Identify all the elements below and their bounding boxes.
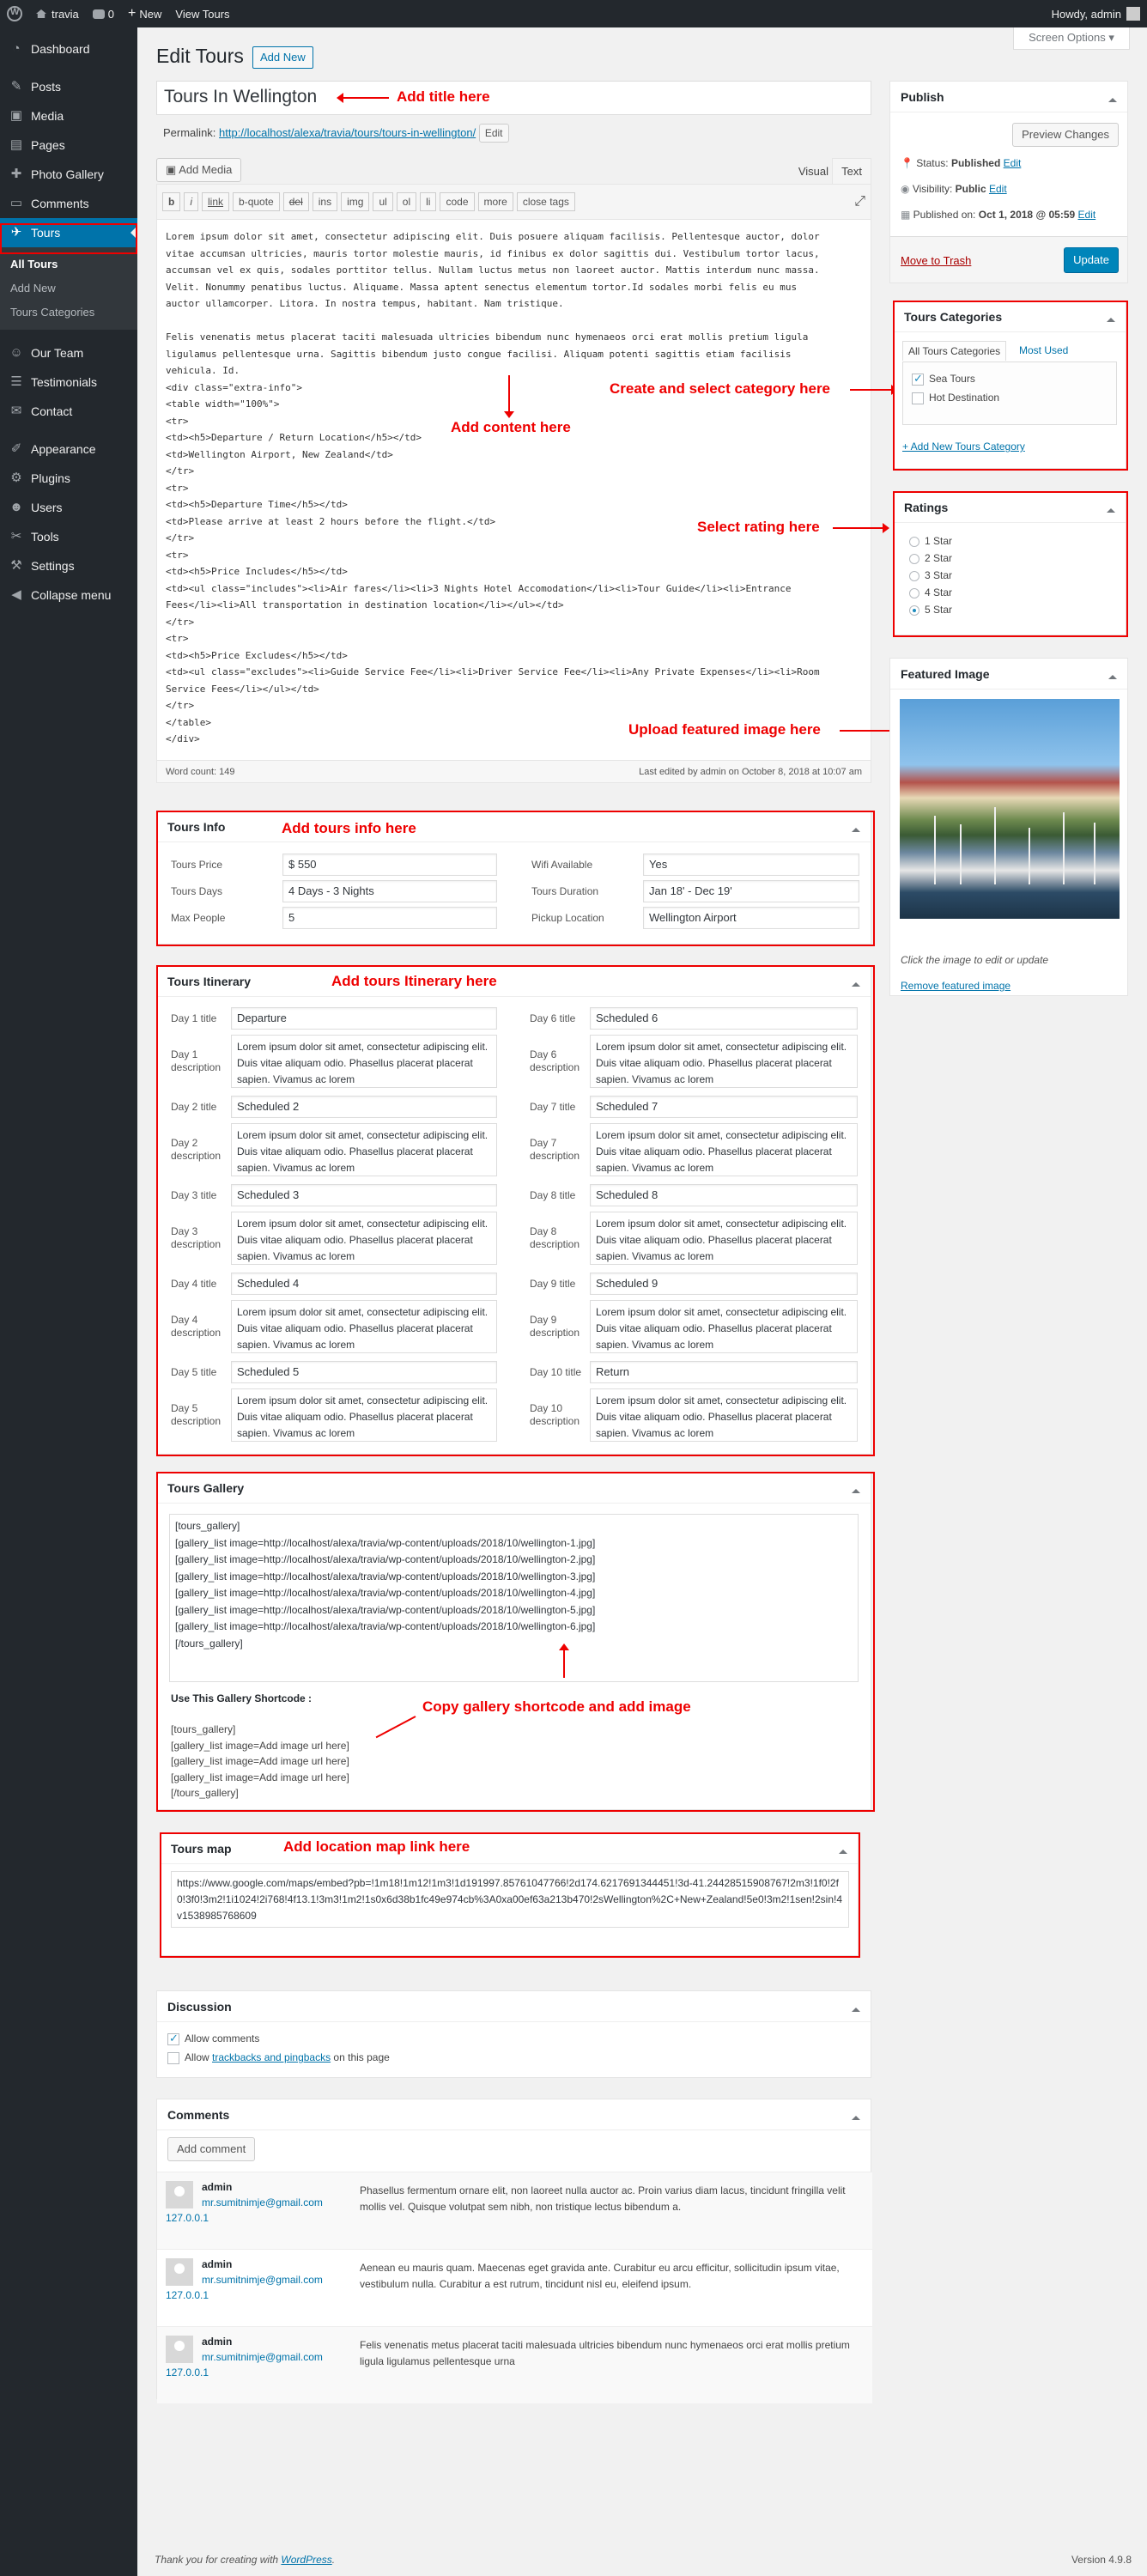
comment-ip[interactable]: 127.0.0.1: [166, 2289, 209, 2301]
day-title-input[interactable]: Scheduled 7: [590, 1096, 858, 1118]
day-description-label: Day 4 description: [171, 1314, 222, 1339]
menu-testimonials[interactable]: ☰ Testimonials: [0, 368, 137, 397]
rating-label: 1 Star: [925, 535, 953, 547]
submenu-all-tours[interactable]: All Tours: [10, 258, 58, 270]
user-icon: ☻: [9, 500, 23, 514]
menu-dashboard[interactable]: ◔ Dashboard: [0, 34, 137, 64]
submenu-tours-categories[interactable]: Tours Categories: [10, 306, 95, 319]
day-description-label: Day 8 description: [530, 1225, 580, 1250]
boat-mast: [1063, 812, 1065, 884]
comment-author: admin: [202, 2336, 233, 2348]
rating-label: 2 Star: [925, 552, 953, 564]
edit-date-link[interactable]: Edit: [1077, 209, 1096, 221]
menu-appearance[interactable]: ✐ Appearance: [0, 434, 137, 464]
day-description-textarea[interactable]: Lorem ipsum dolor sit amet, consectetur adipiscing elit. Duis vitae aliquam odio. Phasellus placerat placerat sapien. Vivamus ac lorem: [590, 1212, 858, 1265]
post-title-input[interactable]: Tours In Wellington: [156, 81, 871, 115]
qt-ul[interactable]: ul: [373, 192, 392, 211]
day-title-label: Day 3 title: [171, 1189, 217, 1201]
comments-link[interactable]: 0: [86, 0, 121, 27]
tours-days-input[interactable]: 4 Days - 3 Nights: [282, 880, 497, 902]
edit-visibility-link[interactable]: Edit: [988, 183, 1007, 195]
map-header: Tours map: [161, 1833, 858, 1864]
annotation-image: Upload featured image here: [628, 721, 821, 738]
tours-submenu: [0, 247, 137, 330]
day-description-textarea[interactable]: Lorem ipsum dolor sit amet, consectetur adipiscing elit. Duis vitae aliquam odio. Phasellus placerat placerat sapien. Vivamus ac lorem: [590, 1300, 858, 1353]
comment-text: Aenean eu mauris quam. Maecenas eget gravida ante. Curabitur eu arcu efficitur, sollicitudin ipsum vitae, vestibulum nulla. Curabitur a est rutrum, tincidunt nisl eu, eleifend ipsum.: [360, 2262, 840, 2290]
media-icon: ▣: [166, 163, 179, 176]
menu-tools[interactable]: ✂ Tools: [0, 522, 137, 551]
gallery-header: Tours Gallery: [157, 1473, 871, 1504]
annotation-itinerary: Add tours Itinerary here: [331, 973, 497, 989]
move-to-trash-link[interactable]: Move to Trash: [901, 254, 972, 267]
day-description-textarea[interactable]: Lorem ipsum dolor sit amet, consectetur adipiscing elit. Duis vitae aliquam odio. Phasellus placerat placerat sapien. Vivamus ac lorem: [231, 1123, 497, 1176]
update-button[interactable]: Update: [1064, 247, 1119, 273]
page-icon: ▤: [9, 137, 23, 152]
comment-author: admin: [202, 2181, 233, 2193]
word-count: Word count: 149: [166, 766, 235, 777]
footer-version: Version 4.9.8: [1071, 2554, 1132, 2566]
highlight-box: [156, 1472, 875, 1812]
category-item[interactable]: Hot Destination: [912, 392, 999, 404]
screen-options-button[interactable]: Screen Options ▾: [1013, 27, 1130, 50]
wp-logo-button[interactable]: [0, 0, 29, 27]
toggle-icon[interactable]: [1108, 671, 1117, 679]
add-comment-button[interactable]: Add comment: [167, 2137, 255, 2161]
day-title-label: Day 10 title: [530, 1366, 582, 1378]
tab-all-categories[interactable]: All Tours Categories: [902, 341, 1006, 361]
new-content-link[interactable]: + New: [128, 6, 162, 21]
home-icon: [36, 9, 46, 18]
submenu-add-new[interactable]: Add New: [10, 282, 56, 295]
menu-settings[interactable]: ⚒ Settings: [0, 551, 137, 580]
annotation-content: Add content here: [451, 419, 571, 435]
wordpress-link[interactable]: WordPress: [281, 2554, 332, 2566]
tours-menu-highlight: [0, 223, 137, 254]
comments-box: [156, 2099, 871, 2399]
toggle-icon[interactable]: [852, 2003, 860, 2012]
menu-contact[interactable]: ✉ Contact: [0, 397, 137, 426]
boat-mast: [1094, 823, 1095, 884]
day-description-label: Day 3 description: [171, 1225, 222, 1250]
media-icon: ▣: [9, 108, 23, 123]
testimonial-icon: ☰: [10, 374, 22, 389]
comment-text: Phasellus fermentum ornare elit, non laoreet nulla auctor ac. Proin varius diam lacus, tincidunt fringilla velit mollis vel. Quisque volutpat sem nibh, non tristique lectus bibendum a.: [360, 2184, 846, 2213]
add-category-link[interactable]: + Add New Tours Category: [902, 440, 1025, 453]
collapse-icon: ◀: [11, 587, 21, 602]
tours-price-input[interactable]: $ 550: [282, 854, 497, 876]
day-title-label: Day 4 title: [171, 1278, 217, 1290]
collapse-menu[interactable]: ◀ Collapse menu: [0, 580, 137, 610]
menu-pages[interactable]: ▤ Pages: [9, 137, 65, 152]
qt-b[interactable]: b: [162, 192, 180, 211]
annotation-arrow: [508, 375, 510, 413]
qt-code[interactable]: code: [440, 192, 474, 211]
shortcode-label: Use This Gallery Shortcode :: [171, 1692, 313, 1704]
shortcode-example: [tours_gallery] [gallery_list image=Add image url here] [gallery_list image=Add image url here] [gallery_list image=Add image url here] [/tours_gallery]: [171, 1723, 349, 1799]
menu-our-team[interactable]: ☺ Our Team: [9, 345, 84, 360]
category-item[interactable]: ✓Sea Tours: [912, 373, 975, 386]
comment-email[interactable]: mr.sumitnimje@gmail.com: [202, 2196, 323, 2208]
avatar: [166, 2336, 193, 2363]
gallery-textarea[interactable]: [tours_gallery] [gallery_list image=http://localhost/alexa/travia/wp-content/uploads/2018/10/wellington-1.jpg] [gallery_list image=http://localhost/alexa/travia/wp-content/uploads/2018/10/wellington-2.jpg] [gallery_list image=http://localhost/alexa/travia/wp-content/uploads/2018/10/wellington-3.jpg] [gallery_list image=http://localhost/alexa/travia/wp-content/uploads/2018/10/wellington-4.jpg] [gallery_list image=http://localhost/alexa/travia/wp-content/uploads/2018/10/wellington-5.jpg] [gallery_list image=http://localhost/alexa/travia/wp-content/uploads/2018/10/wellington-6.jpg] [/tours_gallery]: [169, 1514, 859, 1682]
itinerary-header: Tours Itinerary: [157, 966, 871, 997]
pin-icon: ✎: [10, 79, 22, 94]
pin-icon: 📍: [901, 157, 917, 169]
annotation-arrow: [840, 730, 893, 732]
label-tours-price: Tours Price: [171, 859, 223, 871]
last-edited: Last edited by admin on October 8, 2018 at 10:07 am: [639, 766, 862, 777]
editor-statusbar: [156, 761, 871, 783]
highlight-box: [156, 811, 875, 946]
visibility-row: ◉ Visibility: Public Edit: [901, 183, 1007, 195]
allow-comments-checkbox[interactable]: [167, 2033, 179, 2045]
publish-actions: [890, 236, 1127, 283]
discussion-header: Discussion: [157, 1991, 871, 2022]
day-title-input[interactable]: Scheduled 9: [590, 1273, 858, 1295]
toggle-icon[interactable]: [852, 2111, 860, 2120]
qt-li[interactable]: li: [420, 192, 436, 211]
menu-photo-gallery[interactable]: ✚ Photo Gallery: [0, 160, 137, 189]
wordpress-icon: [7, 6, 22, 21]
add-new-button[interactable]: Add New: [252, 46, 313, 69]
annotation-map: Add location map link here: [283, 1838, 470, 1855]
eye-icon: ◉: [901, 183, 913, 195]
allow-comments-row[interactable]: ✓Allow comments: [167, 2032, 259, 2045]
boat-mast: [994, 807, 996, 884]
boat-mast: [1029, 828, 1030, 884]
remove-featured-image-link[interactable]: Remove featured image: [901, 980, 1011, 992]
highlight-box: [156, 965, 875, 1456]
label-tours-duration: Tours Duration: [531, 885, 599, 897]
edit-status-link[interactable]: Edit: [1003, 157, 1022, 169]
content-editor: [156, 156, 871, 795]
annotation-title: Add title here: [397, 88, 490, 105]
content-textarea[interactable]: Lorem ipsum dolor sit amet, consectetur adipiscing elit. Duis posuere aliquam facilisis. Pellentesque auctor, dolor vitae accumsan ultricies, mauris tortor molestie mauris, id finibus ex dolor sagittis dui. Vestibulum tortor lacus, accumsan vel ex quis, sodales porttitor tellus. Nullam luctus metus non laoreet auctor. Mattis interdum nunc massa. Velit. Nonummy penatibus luctus. Aliquame. Massa aptent senectus elementum tortor.Id sodales morbi felis eu mus auctor ullamcorper. Litora. In nostra tempus, habitant. Nam tristique. Felis venenatis metus placerat taciti malesuada ultricies bibendum nunc hymenaeos orci erat mollis pretium ligula ligulamus pellentesque urna. Sagittis bibendum justo congue facilisi. Aliquam potenti sagittis etiam facilisis vehicula. Id. <div class="extra-info"> <table width="100%"> <tr> <td><h5>Departure / Return Location</h5></td> <td>Wellington Airport, New Zealand</td> </tr> <tr> <td><h5>Departure Time</h5></td> <td>Please arrive at least 2 hours before the flight.</td> </tr> <tr> <td><h5>Price Includes</h5></td> <td><ul class="includes"><li>Air fares</li><li>3 Nights Hotel Accomodation</li><li>Tour Guide</li><li>Entrance Fees</li><li>All transportation in destination location</li></ul></td> </tr> <tr> <td><h5>Price Excludes</h5></td> <td><ul class="excludes"><li>Guide Service Fee</li><li>Driver Service Fee</li><li>Any Private Expenses</li><li>Room Service Fees</li></ul></td> </tr> </table> </div>: [156, 220, 871, 761]
menu-users[interactable]: ☻ Users: [9, 500, 63, 514]
toggle-icon[interactable]: [1108, 94, 1117, 102]
day-description-textarea[interactable]: Lorem ipsum dolor sit amet, consectetur adipiscing elit. Duis vitae aliquam odio. Phasellus placerat placerat sapien. Vivamus ac lorem: [231, 1212, 497, 1265]
editor-tools: [156, 156, 871, 184]
day-title-input[interactable]: Scheduled 4: [231, 1273, 497, 1295]
day-title-label: Day 7 title: [530, 1101, 576, 1113]
day-title-label: Day 8 title: [530, 1189, 576, 1201]
wrench-icon: ✂: [10, 529, 22, 544]
my-account-link[interactable]: Howdy, admin: [1045, 0, 1147, 27]
max-people-input[interactable]: 5: [282, 907, 497, 929]
menu-comments[interactable]: ▭ Comments: [9, 196, 89, 210]
tab-most-used[interactable]: Most Used: [1019, 344, 1069, 356]
brush-icon: ✐: [10, 441, 22, 456]
annotation-arrow: [342, 97, 389, 99]
day-title-input[interactable]: Scheduled 6: [590, 1007, 858, 1030]
annotation-arrow: [850, 389, 893, 391]
quicktags-toolbar: [156, 184, 871, 220]
comment-author: admin: [202, 2258, 233, 2270]
fullscreen-icon[interactable]: ⤢: [854, 194, 865, 209]
comment-bubble-icon: [93, 9, 105, 19]
add-media-button[interactable]: ▣ Add Media: [156, 158, 241, 182]
comment-email[interactable]: mr.sumitnimje@gmail.com: [202, 2351, 323, 2363]
permalink-link[interactable]: http://localhost/alexa/travia/tours/tours-in-wellington/: [219, 126, 476, 139]
boat-mast: [960, 824, 962, 884]
gallery-icon: ✚: [10, 167, 22, 181]
admin-bar: [0, 0, 1147, 27]
qt-ol[interactable]: ol: [397, 192, 416, 211]
menu-posts[interactable]: ✎ Posts: [0, 72, 137, 101]
day-description-textarea[interactable]: Lorem ipsum dolor sit amet, consectetur adipiscing elit. Duis vitae aliquam odio. Phasellus placerat placerat sapien. Vivamus ac lorem: [231, 1388, 497, 1442]
categories-header: Tours Categories: [894, 301, 1126, 332]
boat-mast: [934, 816, 936, 884]
plus-icon: +: [128, 6, 137, 21]
rating-label: 3 Star: [925, 569, 953, 581]
footer-thanks: Thank you for creating with WordPress.: [155, 2554, 336, 2566]
view-tours-link[interactable]: View Tours: [175, 7, 230, 21]
publish-box: [889, 81, 1128, 283]
avatar-icon: [1126, 7, 1140, 21]
annotation-arrow: [563, 1649, 565, 1678]
annotation-gallery: Copy gallery shortcode and add image: [422, 1698, 691, 1715]
comment-ip[interactable]: 127.0.0.1: [166, 2212, 209, 2224]
qt-img[interactable]: img: [341, 192, 369, 211]
comment-row: [157, 2172, 872, 2249]
comment-row: [157, 2249, 872, 2326]
preview-changes-button[interactable]: Preview Changes: [1012, 123, 1119, 147]
tours-duration-input[interactable]: Jan 18' - Dec 19': [643, 880, 859, 902]
day-title-input[interactable]: Scheduled 8: [590, 1184, 858, 1206]
label-wifi: Wifi Available: [531, 859, 593, 871]
menu-media[interactable]: ▣ Media: [9, 108, 64, 123]
day-description-label: Day 7 description: [530, 1137, 580, 1162]
qt-more[interactable]: more: [478, 192, 513, 211]
annotation-category: Create and select category here: [610, 380, 831, 397]
comment-ip[interactable]: 127.0.0.1: [166, 2366, 209, 2379]
day-description-textarea[interactable]: Lorem ipsum dolor sit amet, consectetur adipiscing elit. Duis vitae aliquam odio. Phasellus placerat placerat sapien. Vivamus ac lorem: [590, 1123, 858, 1176]
highlight-box: [893, 491, 1128, 637]
tours-info-header: Tours Info: [157, 811, 871, 842]
tab-visual[interactable]: Visual: [798, 165, 828, 178]
day-title-input[interactable]: Return: [590, 1361, 858, 1383]
comment-email[interactable]: mr.sumitnimje@gmail.com: [202, 2274, 323, 2286]
qt-ins[interactable]: ins: [313, 192, 337, 211]
annotation-rating: Select rating here: [697, 519, 820, 535]
avatar: [166, 2258, 193, 2286]
qt-link[interactable]: link: [202, 192, 229, 211]
status-row: 📍 Status: Published Edit: [901, 157, 1022, 169]
comments-header: Comments: [157, 2099, 871, 2130]
day-title-input[interactable]: Scheduled 5: [231, 1361, 497, 1383]
rating-label: 5 Star: [925, 604, 953, 616]
site-name-link[interactable]: travia: [29, 0, 86, 27]
day-description-label: Day 5 description: [171, 1402, 222, 1427]
dashboard-icon: ◔: [12, 41, 21, 56]
day-description-textarea[interactable]: Lorem ipsum dolor sit amet, consectetur adipiscing elit. Duis vitae aliquam odio. Phasellus placerat placerat sapien. Vivamus ac lorem: [231, 1035, 497, 1088]
day-description-label: Day 6 description: [530, 1048, 580, 1073]
qt-del[interactable]: del: [283, 192, 309, 211]
avatar: [166, 2181, 193, 2208]
day-description-textarea[interactable]: Lorem ipsum dolor sit amet, consectetur adipiscing elit. Duis vitae aliquam odio. Phasellus placerat placerat sapien. Vivamus ac lorem: [231, 1300, 497, 1353]
day-description-textarea[interactable]: Lorem ipsum dolor sit amet, consectetur adipiscing elit. Duis vitae aliquam odio. Phasellus placerat placerat sapien. Vivamus ac lorem: [590, 1035, 858, 1088]
label-tours-days: Tours Days: [171, 885, 223, 897]
day-title-label: Day 5 title: [171, 1366, 217, 1378]
permalink-edit-button[interactable]: Edit: [479, 124, 509, 143]
annotation-info: Add tours info here: [282, 820, 416, 836]
calendar-icon: ▦: [901, 209, 913, 221]
highlight-box: [893, 301, 1128, 471]
tab-text[interactable]: Text: [832, 158, 871, 184]
day-title-label: Day 9 title: [530, 1278, 576, 1290]
publish-header: Publish: [890, 82, 1127, 112]
rating-label: 4 Star: [925, 586, 953, 598]
menu-plugins[interactable]: ⚙ Plugins: [0, 464, 137, 493]
allow-pings-row[interactable]: Allow trackbacks and pingbacks on this page: [167, 2051, 390, 2064]
annotation-arrow: [833, 527, 884, 529]
pickup-location-input[interactable]: Wellington Airport: [643, 907, 859, 929]
qt-bquote[interactable]: b-quote: [233, 192, 280, 211]
team-icon: ☺: [9, 345, 23, 360]
day-title-label: Day 1 title: [171, 1012, 217, 1024]
qt-close-tags[interactable]: close tags: [517, 192, 575, 211]
tours-icon: ✈: [10, 225, 22, 240]
map-embed-textarea[interactable]: https://www.google.com/maps/embed?pb=!1m18!1m12!1m3!1d191997.85761047766!2d174.6217691344451!3d-41.24428515908767!2m3!1f0!2f0!3f0!3m2!1i1024!2i768!4f13.1!3m3!1m2!1s0x6d38b1fc49e974cb%3A0xa00ef63a213b470!2sWellington%2C+New+Zealand!5e0!3m2!1sen!2sin!4v1538985768609: [171, 1871, 849, 1928]
day-title-input[interactable]: Departure: [231, 1007, 497, 1030]
day-description-textarea[interactable]: Lorem ipsum dolor sit amet, consectetur adipiscing elit. Duis vitae aliquam odio. Phasellus placerat placerat sapien. Vivamus ac lorem: [590, 1388, 858, 1442]
featured-image[interactable]: [900, 699, 1120, 919]
day-title-label: Day 6 title: [530, 1012, 576, 1024]
highlight-box: [160, 1832, 860, 1958]
wifi-input[interactable]: Yes: [643, 854, 859, 876]
page-title: Edit Tours: [156, 45, 244, 67]
day-title-input[interactable]: Scheduled 3: [231, 1184, 497, 1206]
comment-row: [157, 2326, 872, 2403]
permalink-row: Permalink: http://localhost/alexa/travia/tours/tours-in-wellington/ Edit: [163, 124, 509, 143]
day-title-input[interactable]: Scheduled 2: [231, 1096, 497, 1118]
label-pickup-location: Pickup Location: [531, 912, 604, 924]
day-title-label: Day 2 title: [171, 1101, 217, 1113]
discussion-box: [156, 1990, 871, 2078]
settings-icon: ⚒: [10, 558, 22, 573]
label-max-people: Max People: [171, 912, 226, 924]
featured-hint: Click the image to edit or update: [901, 954, 1049, 966]
allow-pings-checkbox[interactable]: [167, 2052, 179, 2064]
day-description-label: Day 9 description: [530, 1314, 580, 1339]
admin-sidebar: [0, 27, 137, 2576]
day-description-label: Day 10 description: [530, 1402, 580, 1427]
published-row: ▦ Published on: Oct 1, 2018 @ 05:59 Edit: [901, 209, 1096, 221]
comment-text: Felis venenatis metus placerat taciti malesuada ultricies bibendum nunc hymenaeos orci erat mollis pretium ligula ligulamus pellentesque urna: [360, 2339, 850, 2367]
day-description-label: Day 2 description: [171, 1137, 222, 1162]
trackbacks-link[interactable]: trackbacks and pingbacks: [212, 2051, 331, 2063]
comments-icon: ▭: [9, 196, 23, 210]
plugin-icon: ⚙: [10, 471, 22, 485]
qt-i[interactable]: i: [184, 192, 198, 211]
ratings-header: Ratings: [894, 492, 1126, 523]
mail-icon: ✉: [10, 404, 22, 418]
featured-image-header: Featured Image: [890, 659, 1127, 690]
day-description-label: Day 1 description: [171, 1048, 222, 1073]
menu-tours[interactable]: ✈ Tours: [0, 218, 137, 247]
